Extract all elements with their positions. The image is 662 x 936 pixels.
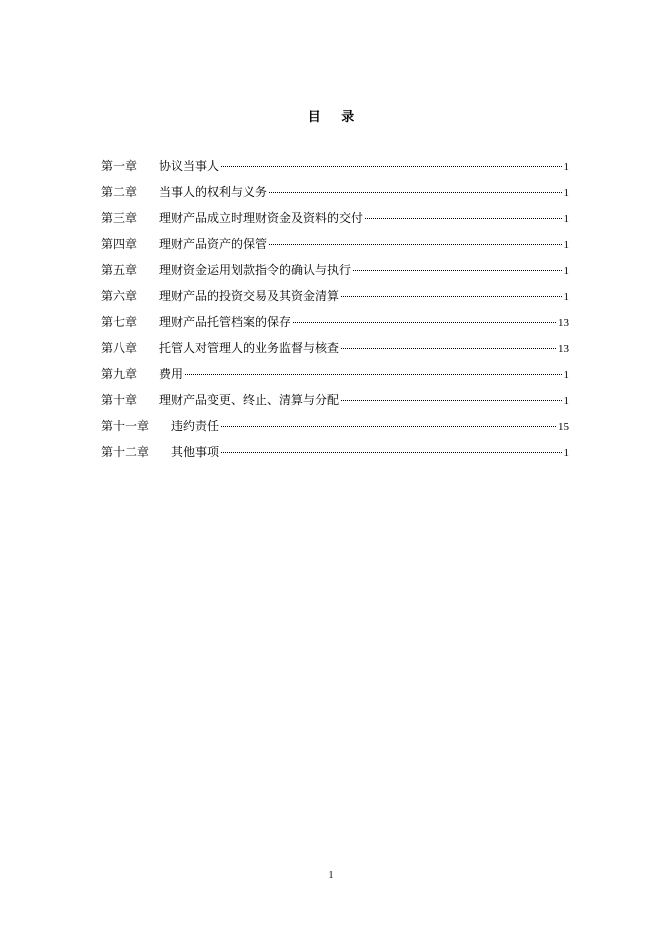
toc-entry[interactable]	[101, 339, 569, 365]
toc-page-number: 1	[563, 291, 569, 303]
toc-dot-leader	[269, 244, 561, 245]
toc-chapter-title: 当事人的权利与义务	[159, 185, 268, 199]
toc-chapter-title: 协议当事人	[159, 159, 220, 173]
toc-dot-leader	[221, 426, 556, 427]
toc-chapter-title: 费用	[159, 367, 184, 381]
toc-dot-leader	[221, 452, 561, 453]
toc-dot-leader	[341, 348, 556, 349]
toc-dot-leader	[353, 270, 561, 271]
toc-page-number: 1	[563, 447, 569, 459]
toc-chapter-number: 第五章	[101, 263, 138, 277]
toc-dot-leader	[269, 192, 561, 193]
toc-chapter-number: 第四章	[101, 237, 138, 251]
toc-chapter-number: 第十一章	[101, 419, 150, 433]
toc-chapter-title: 违约责任	[171, 419, 220, 433]
toc-page-number: 1	[563, 265, 569, 277]
toc-chapter-number: 第十二章	[101, 445, 150, 459]
toc-entry[interactable]	[101, 261, 569, 287]
toc-page-number: 1	[563, 187, 569, 199]
toc-dot-leader	[365, 218, 561, 219]
toc-chapter-title: 其他事项	[171, 445, 220, 459]
toc-chapter-title: 托管人对管理人的业务监督与核查	[159, 341, 340, 355]
toc-entry[interactable]	[101, 183, 569, 209]
toc-dot-leader	[341, 400, 561, 401]
toc-page-number: 13	[558, 343, 569, 355]
toc-chapter-number: 第三章	[101, 211, 138, 225]
toc-page-number: 1	[563, 239, 569, 251]
toc-chapter-number: 第十章	[101, 393, 138, 407]
toc-entry[interactable]	[101, 417, 569, 443]
toc-chapter-number: 第二章	[101, 185, 138, 199]
toc-dot-leader	[341, 296, 561, 297]
toc-entry[interactable]	[101, 157, 569, 183]
toc-entry[interactable]	[101, 443, 569, 469]
toc-dot-leader	[293, 322, 556, 323]
table-of-contents	[101, 157, 569, 469]
toc-page-number: 15	[558, 421, 569, 433]
toc-dot-leader	[185, 374, 561, 375]
toc-chapter-number: 第九章	[101, 367, 138, 381]
toc-chapter-number: 第七章	[101, 315, 138, 329]
toc-chapter-title: 理财产品托管档案的保存	[159, 315, 292, 329]
toc-chapter-number: 第一章	[101, 159, 138, 173]
toc-page-number: 1	[563, 395, 569, 407]
toc-entry[interactable]	[101, 235, 569, 261]
toc-page-number: 13	[558, 317, 569, 329]
toc-chapter-number: 第八章	[101, 341, 138, 355]
toc-chapter-title: 理财产品资产的保管	[159, 237, 268, 251]
toc-chapter-title: 理财产品的投资交易及其资金清算	[159, 289, 340, 303]
toc-dot-leader	[221, 166, 561, 167]
toc-page-number: 1	[563, 369, 569, 381]
toc-page-number: 1	[563, 161, 569, 173]
toc-chapter-title: 理财产品变更、终止、清算与分配	[159, 393, 340, 407]
page-footer-number: 1	[328, 870, 334, 881]
toc-entry[interactable]	[101, 209, 569, 235]
toc-entry[interactable]	[101, 365, 569, 391]
toc-chapter-title: 理财产品成立时理财资金及资料的交付	[159, 211, 364, 225]
toc-entry[interactable]	[101, 287, 569, 313]
toc-page-number: 1	[563, 213, 569, 225]
toc-title: 目 录	[307, 110, 363, 125]
toc-chapter-title: 理财资金运用划款指令的确认与执行	[159, 263, 352, 277]
toc-entry[interactable]	[101, 313, 569, 339]
toc-entry[interactable]	[101, 391, 569, 417]
toc-chapter-number: 第六章	[101, 289, 138, 303]
